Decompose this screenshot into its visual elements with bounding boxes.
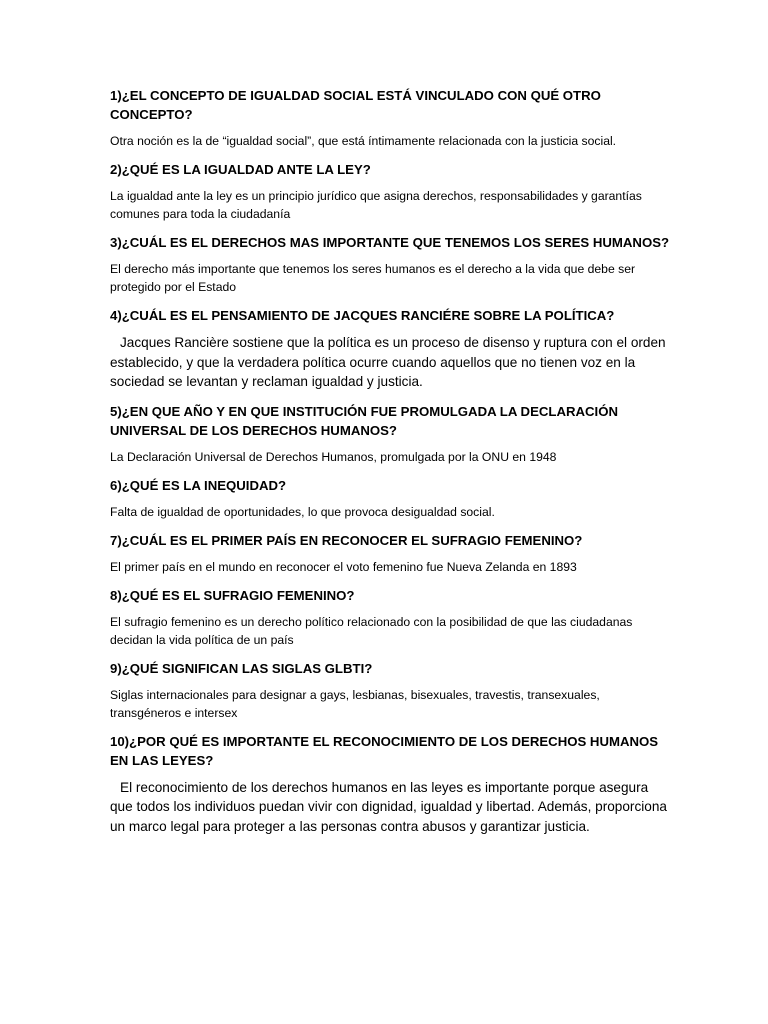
answer-text: Siglas internacionales para designar a gays, lesbianas, bisexuales, travestis, transexuales, transgéneros e intersex [110,687,600,720]
question-heading: 8)¿QUÉ ES EL SUFRAGIO FEMENINO? [110,587,355,603]
answer-text: Falta de igualdad de oportunidades, lo que provoca desigualdad social. [110,504,495,519]
question-heading: 5)¿EN QUE AÑO Y EN QUE INSTITUCIÓN FUE PROMULGADA LA DECLARACIÓN UNIVERSAL DE LOS DERECHOS HUMANOS? [110,403,618,438]
qa-item-7 [110,531,670,576]
question-heading: 10)¿POR QUÉ ES IMPORTANTE EL RECONOCIMIENTO DE LOS DERECHOS HUMANOS EN LAS LEYES? [110,733,659,768]
qa-item-6 [110,476,670,521]
document-page [110,86,670,846]
qa-item-3 [110,233,670,296]
question-heading: 1)¿EL CONCEPTO DE IGUALDAD SOCIAL ESTÁ VINCULADO CON QUÉ OTRO CONCEPTO? [110,88,601,122]
answer-text: Otra noción es la de “igualdad social”, que está íntimamente relacionada con la justicia social. [110,134,617,148]
qa-item-9 [110,659,670,722]
question-heading: 2)¿QUÉ ES LA IGUALDAD ANTE LA LEY? [110,162,371,177]
question-heading: 9)¿QUÉ SIGNIFICAN LAS SIGLAS GLBTI? [110,660,373,676]
question-heading: 3)¿CUÁL ES EL DERECHOS MAS IMPORTANTE QUE TENEMOS LOS SERES HUMANOS? [110,235,670,250]
answer-text: La igualdad ante la ley es un principio jurídico que asigna derechos, responsabilidades y garantías comunes para toda la ciudadanía [110,189,642,221]
answer-text: El reconocimiento de los derechos humanos en las leyes es importante porque asegura que todos los individuos puedan vivir con dignidad, igualdad y libertad. Además, proporciona un marco legal para proteger a las personas contra abusos y garantizar justicia. [110,779,667,834]
qa-item-2 [110,160,670,223]
question-heading: 7)¿CUÁL ES EL PRIMER PAÍS EN RECONOCER EL SUFRAGIO FEMENINO? [110,532,583,548]
question-heading: 4)¿CUÁL ES EL PENSAMIENTO DE JACQUES RANCIÉRE SOBRE LA POLÍTICA? [110,308,615,323]
answer-text: El derecho más importante que tenemos los seres humanos es el derecho a la vida que debe ser protegido por el Estado [110,262,636,294]
qa-item-4 [110,306,670,392]
qa-item-10 [110,732,670,837]
qa-item-1 [110,86,670,150]
qa-item-5 [110,402,670,466]
qa-item-8 [110,586,670,649]
answer-text: La Declaración Universal de Derechos Humanos, promulgada por la ONU en 1948 [110,449,557,464]
answer-text: Jacques Rancière sostiene que la política es un proceso de disenso y ruptura con el orden establecido, y que la verdadera política ocurre cuando aquellos que no tienen voz en la sociedad se levantan y reclaman igualdad y justicia. [110,335,666,389]
answer-text: El primer país en el mundo en reconocer el voto femenino fue Nueva Zelanda en 1893 [110,559,577,574]
question-heading: 6)¿QUÉ ES LA INEQUIDAD? [110,477,287,493]
answer-text: El sufragio femenino es un derecho político relacionado con la posibilidad de que las ciudadanas decidan la vida política de un país [110,614,633,647]
